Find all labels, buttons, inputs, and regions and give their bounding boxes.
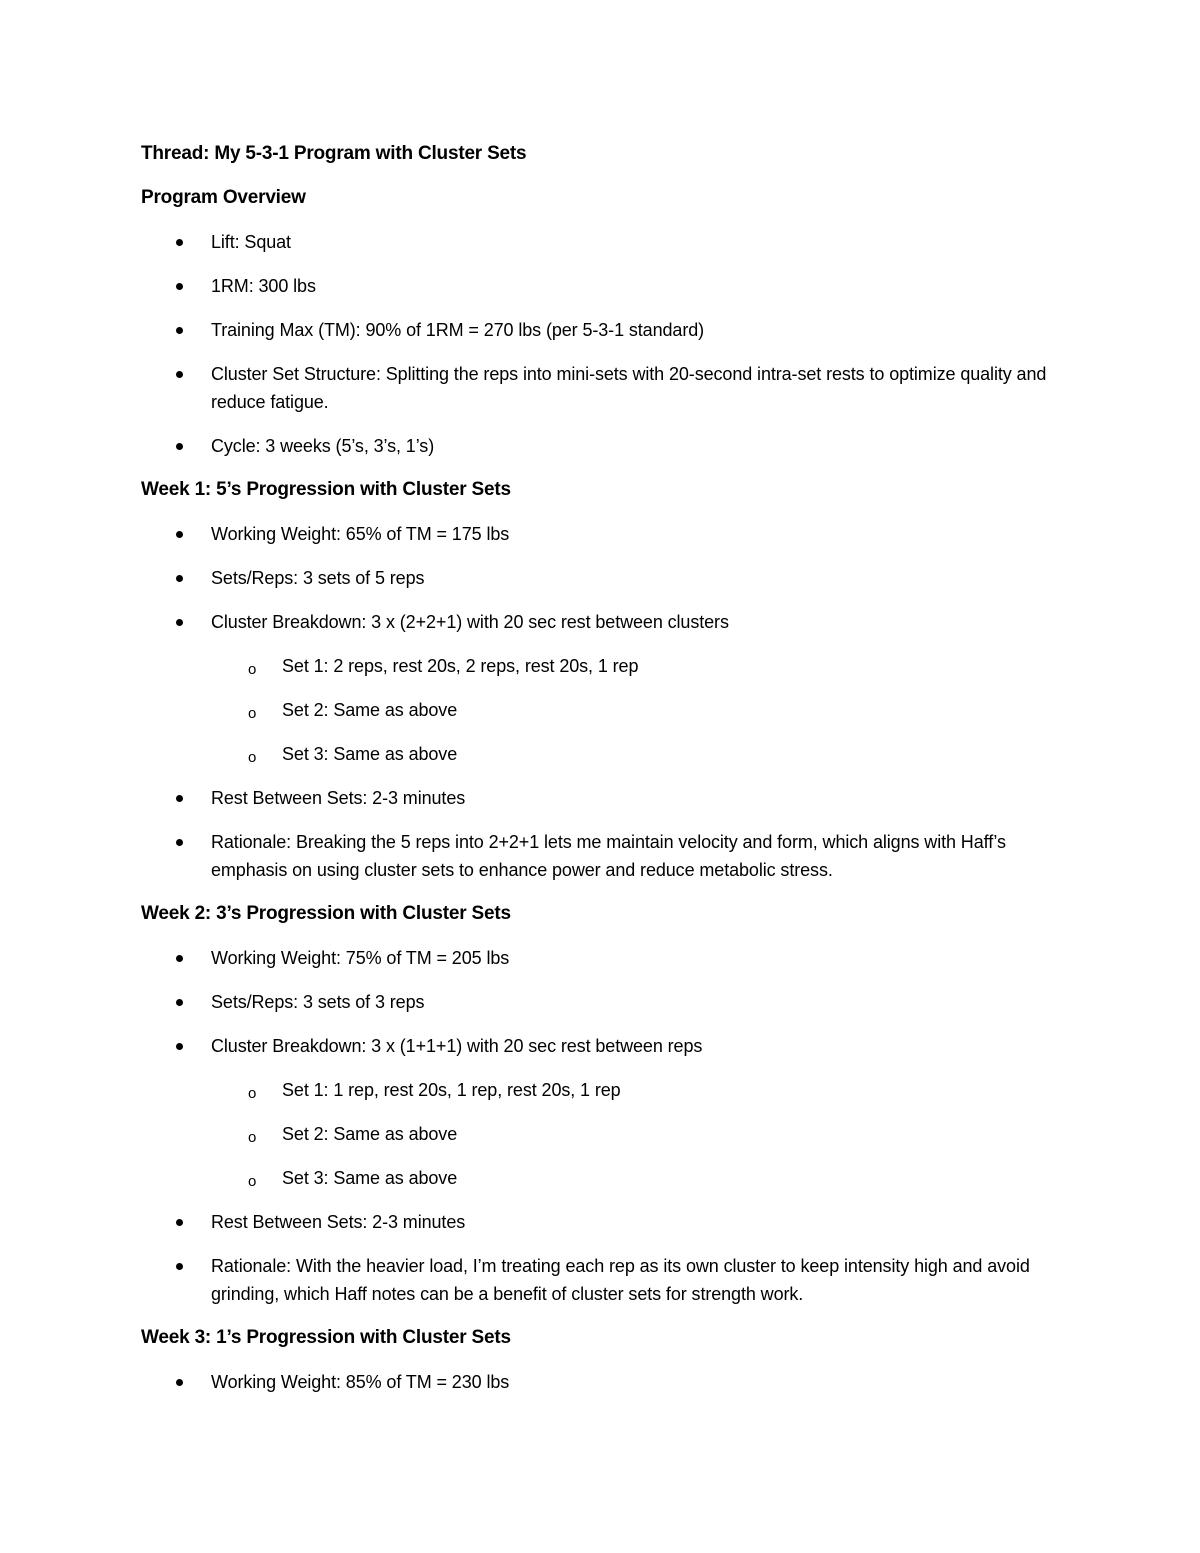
list-item: Working Weight: 65% of TM = 175 lbs bbox=[141, 520, 1061, 548]
overview-list bbox=[141, 228, 1061, 460]
list-item: Cluster Breakdown: 3 x (2+2+1) with 20 sec rest between clusters o Set 1: 2 reps, rest 20s, 2 reps, rest 20s, 1 rep o Set 2: Same as above o Set 3: Same as above bbox=[141, 608, 1061, 768]
bullet-icon bbox=[176, 795, 183, 802]
bullet-icon bbox=[176, 955, 183, 962]
week1-sub-list bbox=[211, 652, 1061, 768]
section-heading-week2: Week 2: 3’s Progression with Cluster Sets bbox=[141, 903, 511, 924]
list-item: Cluster Set Structure: Splitting the reps into mini-sets with 20-second intra-set rests to optimize quality and reduce fatigue. bbox=[141, 360, 1061, 416]
week2-sub-list bbox=[211, 1076, 1061, 1192]
week1-list bbox=[141, 520, 1061, 884]
sub-list-item: o Set 1: 2 reps, rest 20s, 2 reps, rest 20s, 1 rep bbox=[248, 656, 639, 678]
bullet-icon bbox=[176, 1263, 183, 1270]
sub-list-item: o Set 2: Same as above bbox=[248, 1124, 458, 1146]
document-body bbox=[141, 140, 1061, 1412]
bullet-icon bbox=[176, 239, 183, 246]
week2-list bbox=[141, 944, 1061, 1308]
bullet-icon bbox=[176, 999, 183, 1006]
sub-bullet-icon: o bbox=[248, 705, 257, 722]
bullet-icon bbox=[176, 443, 183, 450]
list-item: Sets/Reps: 3 sets of 3 reps bbox=[141, 988, 1061, 1016]
bullet-icon bbox=[176, 531, 183, 538]
list-item: Rest Between Sets: 2-3 minutes bbox=[141, 1208, 1061, 1236]
bullet-icon bbox=[176, 1219, 183, 1226]
sub-bullet-icon: o bbox=[248, 1129, 257, 1146]
list-item: 1RM: 300 lbs bbox=[141, 272, 1061, 300]
bullet-icon bbox=[176, 371, 183, 378]
section-heading-week1: Week 1: 5’s Progression with Cluster Sets bbox=[141, 479, 511, 500]
list-item: Cluster Breakdown: 3 x (1+1+1) with 20 sec rest between reps o Set 1: 1 rep, rest 20s, 1 rep, rest 20s, 1 rep o Set 2: Same as above o Set 3: Same as above bbox=[141, 1032, 1061, 1192]
bullet-icon bbox=[176, 619, 183, 626]
bullet-icon bbox=[176, 327, 183, 334]
sub-bullet-icon: o bbox=[248, 749, 257, 766]
bullet-icon bbox=[176, 1043, 183, 1050]
bullet-icon bbox=[176, 575, 183, 582]
section-heading-overview: Program Overview bbox=[141, 187, 306, 208]
sub-bullet-icon: o bbox=[248, 661, 257, 678]
sub-list-item: o Set 1: 1 rep, rest 20s, 1 rep, rest 20s, 1 rep bbox=[248, 1080, 621, 1102]
list-item: Working Weight: 85% of TM = 230 lbs bbox=[141, 1368, 1061, 1396]
sub-list-item: o Set 3: Same as above bbox=[248, 1168, 458, 1190]
bullet-icon bbox=[176, 839, 183, 846]
sub-list-item: o Set 2: Same as above bbox=[248, 700, 458, 722]
list-item: Sets/Reps: 3 sets of 5 reps bbox=[141, 564, 1061, 592]
bullet-icon bbox=[176, 1379, 183, 1386]
list-item: Rationale: Breaking the 5 reps into 2+2+1 lets me maintain velocity and form, which aligns with Haff’s emphasis on using cluster sets to enhance power and reduce metabolic stress. bbox=[141, 828, 1061, 884]
week3-list bbox=[141, 1368, 1061, 1396]
list-item: Training Max (TM): 90% of 1RM = 270 lbs (per 5-3-1 standard) bbox=[141, 316, 1061, 344]
list-item: Working Weight: 75% of TM = 205 lbs bbox=[141, 944, 1061, 972]
sub-bullet-icon: o bbox=[248, 1173, 257, 1190]
thread-title: Thread: My 5-3-1 Program with Cluster Sets bbox=[141, 143, 527, 164]
sub-list-item: o Set 3: Same as above bbox=[248, 744, 458, 766]
list-item: Rest Between Sets: 2-3 minutes bbox=[141, 784, 1061, 812]
list-item: Rationale: With the heavier load, I’m treating each rep as its own cluster to keep intensity high and avoid grinding, which Haff notes can be a benefit of cluster sets for strength work. bbox=[141, 1252, 1061, 1308]
section-heading-week3: Week 3: 1’s Progression with Cluster Sets bbox=[141, 1327, 511, 1348]
sub-bullet-icon: o bbox=[248, 1085, 257, 1102]
list-item: Cycle: 3 weeks (5’s, 3’s, 1’s) bbox=[141, 432, 1061, 460]
bullet-icon bbox=[176, 283, 183, 290]
list-item: Lift: Squat bbox=[141, 228, 1061, 256]
